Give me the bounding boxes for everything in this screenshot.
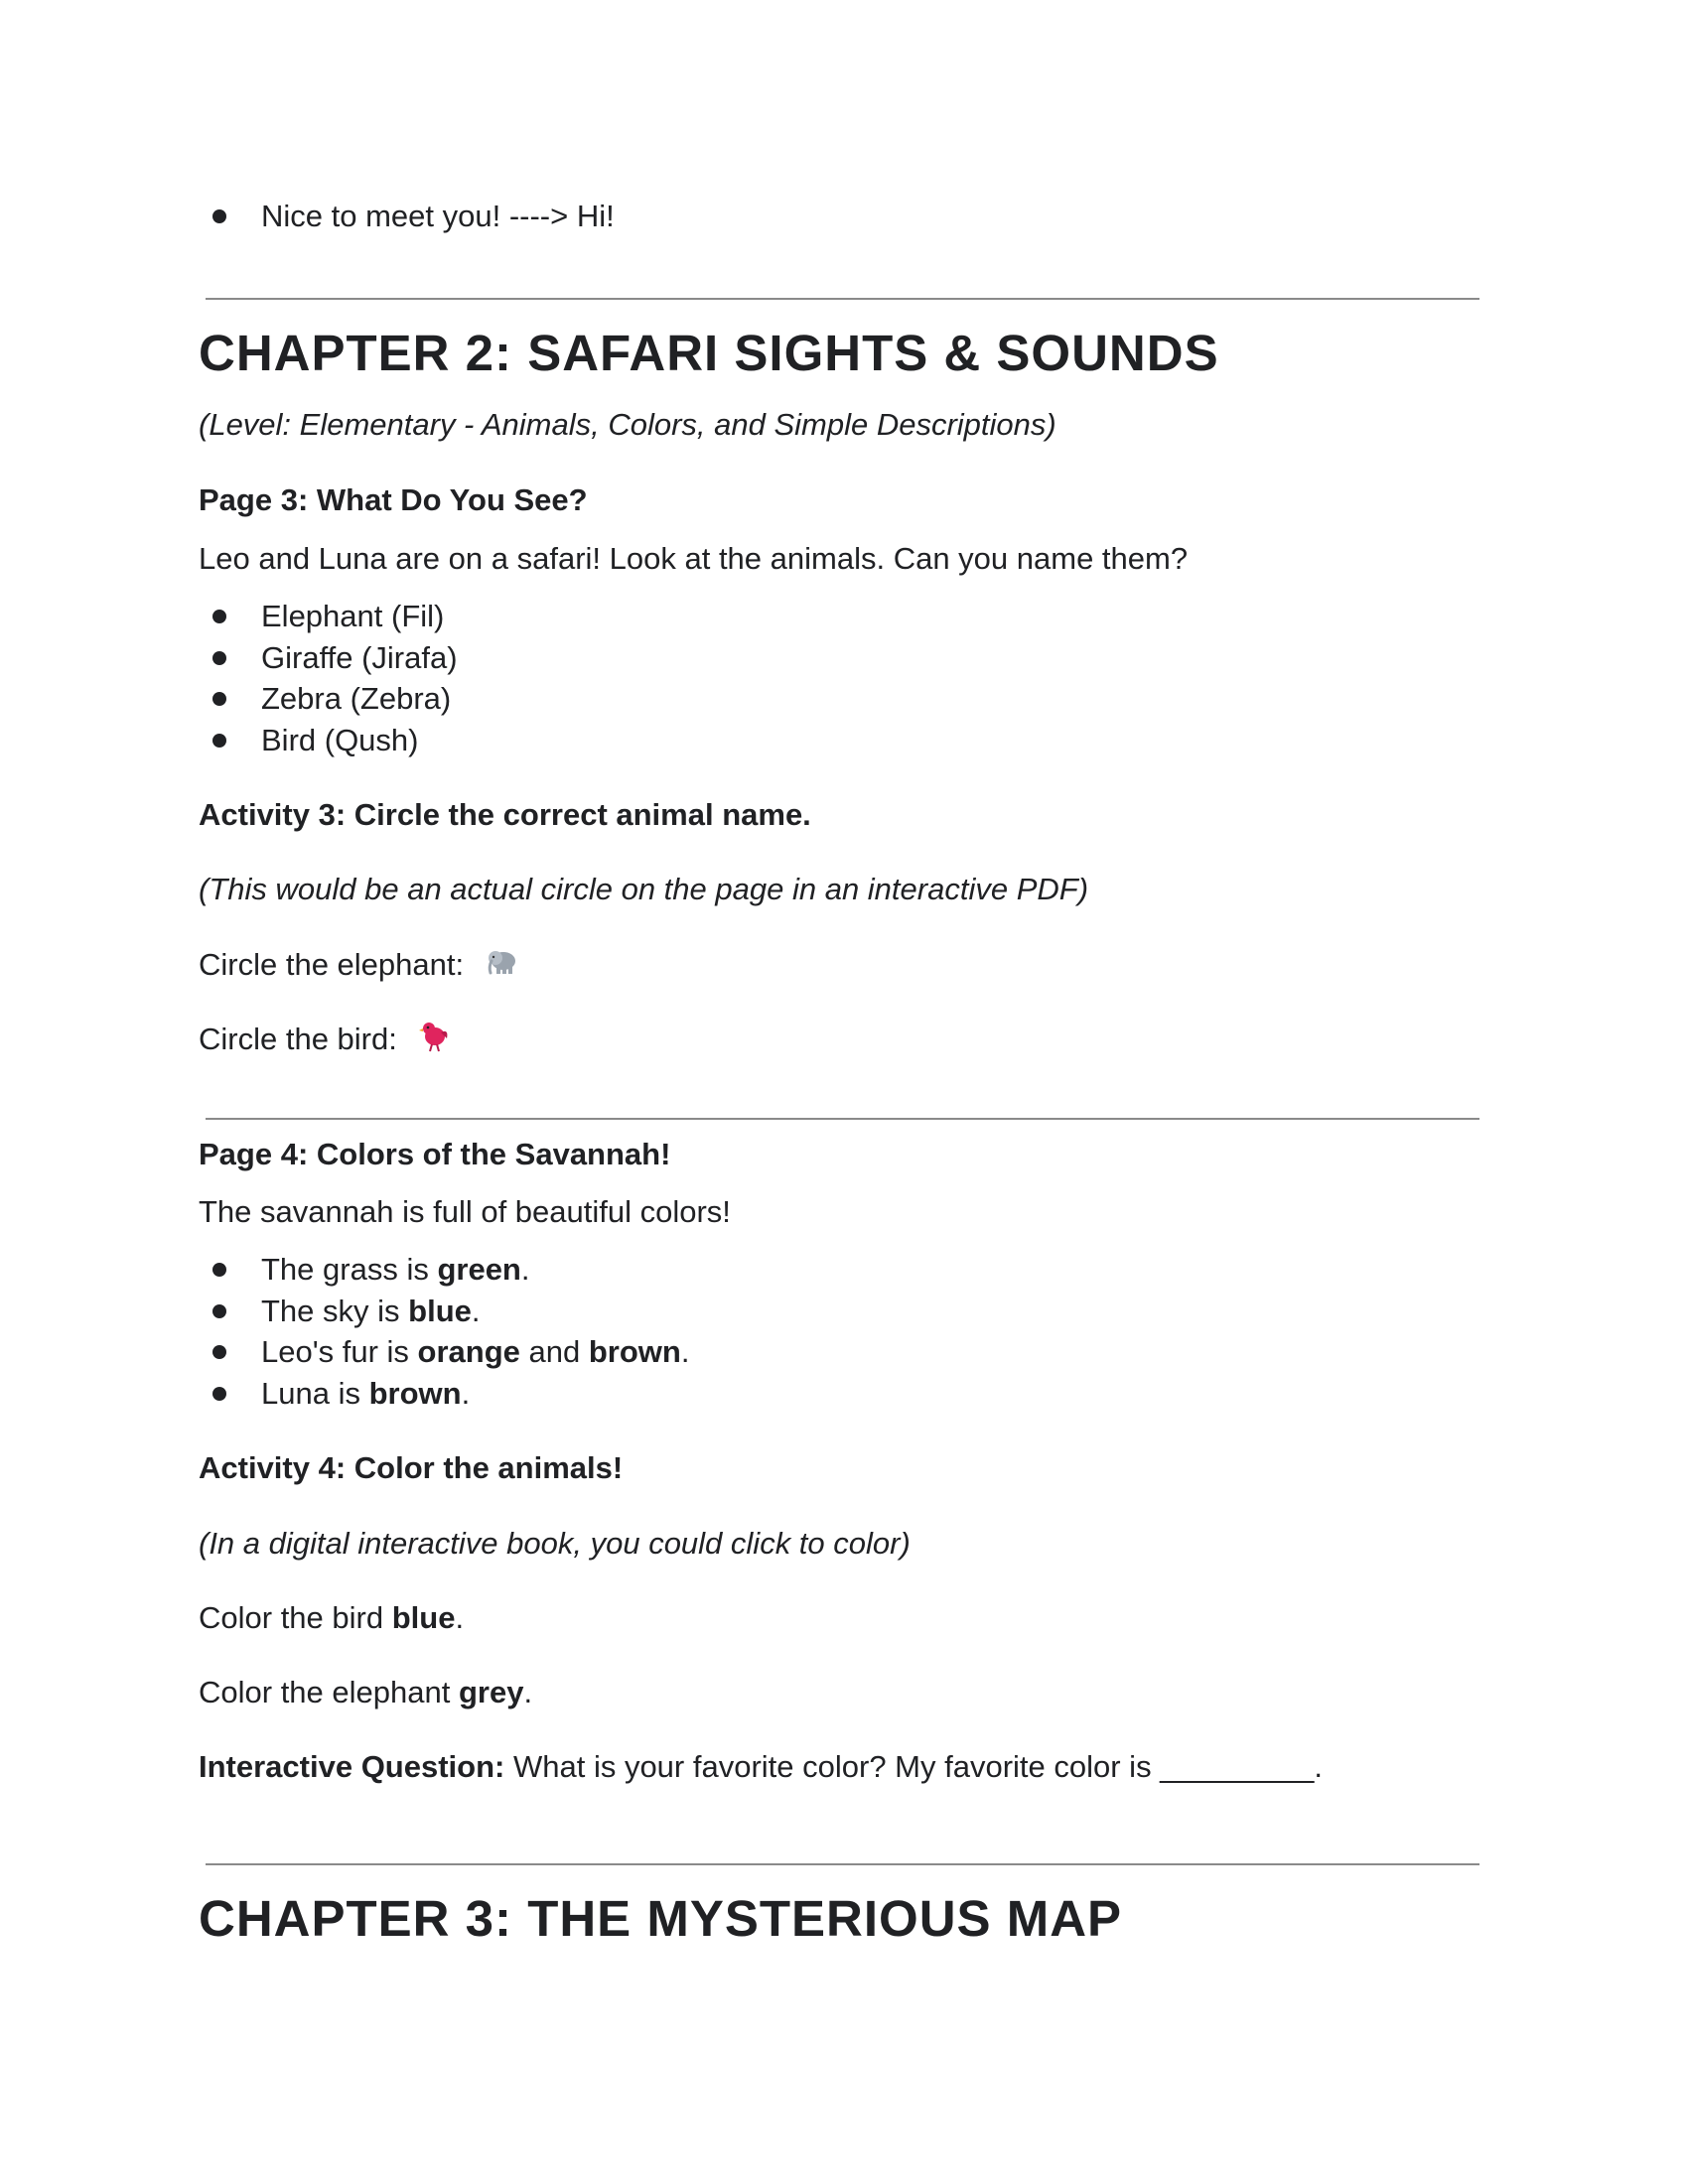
bullet-dot bbox=[212, 651, 226, 665]
page3-intro: Leo and Luna are on a safari! Look at the animals. Can you name them? bbox=[199, 541, 1189, 576]
color-word: brown bbox=[368, 1376, 462, 1411]
color-item-text: The grass is bbox=[261, 1252, 438, 1287]
list-item: Bird (Qush) bbox=[261, 723, 419, 757]
color-item-text: Leo's fur is bbox=[261, 1334, 418, 1369]
level-note: (Level: Elementary - Animals, Colors, and Simple Descriptions) bbox=[199, 407, 1056, 442]
punctuation: . bbox=[455, 1600, 465, 1635]
activity4-note: (In a digital interactive book, you could click to color) bbox=[199, 1526, 911, 1561]
elephant-icon[interactable] bbox=[487, 947, 518, 987]
list-item bbox=[261, 1374, 470, 1414]
chapter-title: CHAPTER 3: THE MYSTERIOUS MAP bbox=[199, 1890, 1123, 1947]
list-item bbox=[261, 1332, 689, 1372]
color-bird-line bbox=[199, 1598, 464, 1638]
circle-elephant-line bbox=[199, 945, 518, 987]
list-item: Zebra (Zebra) bbox=[261, 681, 452, 716]
list-item: Elephant (Fil) bbox=[261, 599, 445, 633]
activity4-heading: Activity 4: Color the animals! bbox=[199, 1450, 624, 1485]
chapter-title: CHAPTER 2: SAFARI SIGHTS & SOUNDS bbox=[199, 325, 1219, 381]
circle-elephant-text: Circle the elephant: bbox=[199, 947, 465, 982]
bullet-dot bbox=[212, 209, 226, 223]
color-word: green bbox=[437, 1252, 521, 1287]
color-word: orange bbox=[417, 1334, 520, 1369]
activity3-note: (This would be an actual circle on the page in an interactive PDF) bbox=[199, 872, 1089, 906]
color-item-text: and bbox=[519, 1334, 589, 1369]
circle-bird-text: Circle the bird: bbox=[199, 1022, 397, 1056]
list-item: Giraffe (Jirafa) bbox=[261, 640, 458, 675]
bullet-dot bbox=[212, 1304, 226, 1318]
punctuation: . bbox=[461, 1376, 471, 1411]
question-text: What is your favorite color? My favorite color is _________. bbox=[504, 1749, 1323, 1784]
color-item-text: Luna is bbox=[261, 1376, 369, 1411]
list-item bbox=[261, 1292, 481, 1331]
color-word: grey bbox=[458, 1675, 524, 1709]
bullet-dot bbox=[212, 610, 226, 623]
bird-icon[interactable] bbox=[419, 1021, 449, 1062]
interactive-question bbox=[199, 1747, 1323, 1787]
color-word: blue bbox=[391, 1600, 456, 1635]
bullet-dot bbox=[212, 1263, 226, 1277]
list-item bbox=[261, 1250, 530, 1290]
page3-heading: Page 3: What Do You See? bbox=[199, 482, 588, 517]
page4-heading: Page 4: Colors of the Savannah! bbox=[199, 1137, 671, 1171]
punctuation: . bbox=[471, 1294, 481, 1328]
color-elephant-text: Color the elephant bbox=[199, 1675, 459, 1709]
question-label: Interactive Question: bbox=[199, 1749, 505, 1784]
bullet-dot bbox=[212, 1387, 226, 1401]
punctuation: . bbox=[523, 1675, 533, 1709]
activity3-heading: Activity 3: Circle the correct animal name. bbox=[199, 797, 811, 832]
page4-intro: The savannah is full of beautiful colors! bbox=[199, 1194, 731, 1229]
bullet-dot bbox=[212, 1345, 226, 1359]
divider bbox=[206, 1863, 1479, 1865]
punctuation: . bbox=[520, 1252, 530, 1287]
color-bird-text: Color the bird bbox=[199, 1600, 392, 1635]
divider bbox=[206, 1118, 1479, 1120]
bullet-dot bbox=[212, 692, 226, 706]
color-elephant-line bbox=[199, 1673, 532, 1712]
circle-bird-line bbox=[199, 1020, 449, 1062]
punctuation: . bbox=[680, 1334, 690, 1369]
color-item-text: The sky is bbox=[261, 1294, 409, 1328]
divider bbox=[206, 298, 1479, 300]
color-word: blue bbox=[408, 1294, 472, 1328]
bullet-dot bbox=[212, 734, 226, 748]
color-word: brown bbox=[588, 1334, 681, 1369]
intro-bullet-text: Nice to meet you! ----> Hi! bbox=[261, 199, 615, 233]
